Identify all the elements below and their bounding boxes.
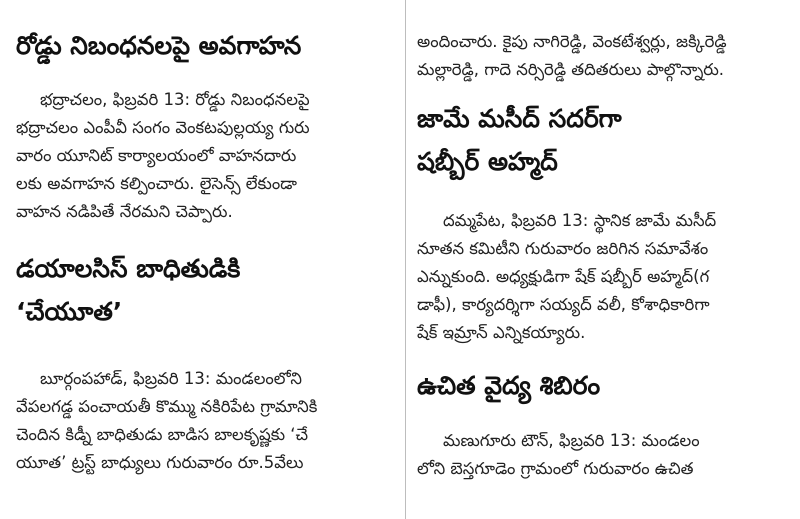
headline-free-medical-camp: ఉచిత వైద్య శిబిరం	[417, 371, 601, 400]
story-jame-masjid-line-1: దమ్మపేట, ఫిబ్రవరి 13: స్థానిక జామే మసీద్	[443, 211, 717, 230]
story-jame-masjid-line-3: ఎన్నుకుంది. అధ్యక్షుడిగా షేక్ షబ్బీర్ అహ్మద్(గ	[417, 267, 710, 286]
story-jame-masjid-line-4: డాఫీ), కార్యదర్శిగా సయ్యద్ వలీ, కోశాధికారిగా	[417, 295, 710, 314]
story-road-rules-line-2: భద్రాచలం ఎంపీవీ సంగం వెంకటపుల్లయ్య గురు	[16, 118, 310, 137]
story-dialysis-line-1: బూర్గంపహాడ్, ఫిబ్రవరి 13: మండలంలోని	[40, 369, 302, 388]
story-road-rules-line-4: లకు అవగాహన కల్పించారు. లైసెన్స్ లేకుండా	[16, 174, 298, 193]
headline-road-rules: రోడ్డు నిబంధనలపై అవగాహన	[16, 31, 302, 60]
headline-jame-masjid-line-2: షబ్బీర్ అహ్మద్	[417, 147, 558, 176]
story-medical-camp-line-2: లోని బెస్తగూడెం గ్రామంలో గురువారం ఉచిత	[417, 459, 694, 478]
story-road-rules-line-3: వారం యూనిట్ కార్యాలయంలో వాహనదారు	[16, 146, 297, 165]
story-jame-masjid-line-5: షేక్ ఇమ్రాన్ ఎన్నికయ్యారు.	[417, 323, 586, 342]
headline-dialysis-line-1: డయాలసిస్ బాధితుడికి	[16, 254, 241, 283]
headline-dialysis-line-2: ‘చేయూత’	[16, 297, 123, 326]
story-continued-line-1: అందించారు. కైపు నాగిరెడ్డి, వెంకటేశ్వర్లు, జక్కిరెడ్డి	[417, 32, 727, 51]
story-road-rules-line-5: వాహన నడిపితే నేరమని చెప్పారు.	[16, 202, 233, 221]
headline-jame-masjid-line-1: జామే మసీద్ సదర్‌గా	[417, 104, 622, 133]
story-jame-masjid-line-2: నూతన కమిటీని గురువారం జరిగిన సమావేశం	[417, 239, 709, 258]
story-medical-camp-line-1: మణుగూరు టౌన్, ఫిబ్రవరి 13: మండలం	[443, 431, 700, 450]
column-divider	[405, 0, 406, 519]
story-dialysis-line-4: యూత’ ట్రస్ట్ బాధ్యులు గురువారం రూ.5వేలు	[16, 453, 304, 472]
story-continued-line-2: మల్లారెడ్డి, గాదె నర్సిరెడ్డి తదితరులు పాల్గొన్నారు.	[417, 60, 725, 79]
story-road-rules-line-1: భద్రాచలం, ఫిబ్రవరి 13: రోడ్డు నిబంధనలపై	[40, 90, 310, 109]
story-dialysis-line-3: చెందిన కిడ్నీ బాధితుడు బాడిస బాలకృష్ణకు ‘చే	[16, 425, 309, 444]
story-dialysis-line-2: వేపలగడ్డ పంచాయతీ కొమ్ము నకిరిపేట గ్రామానికి	[16, 397, 318, 416]
